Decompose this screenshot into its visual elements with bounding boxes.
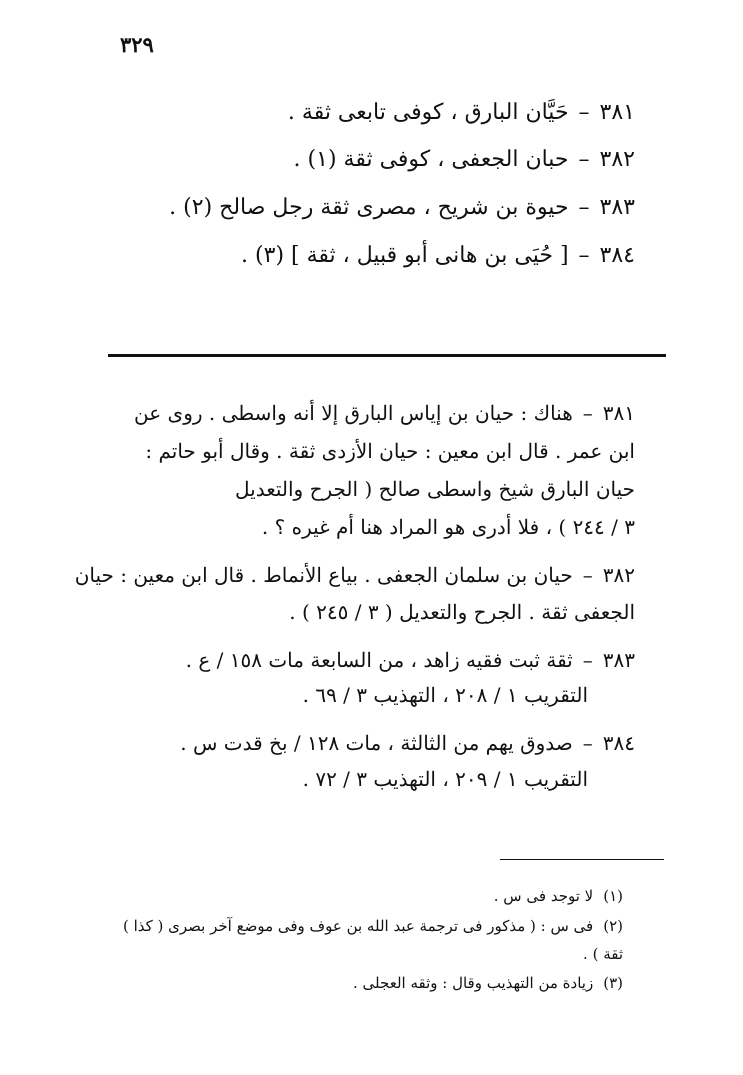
entry-text: [ حُيَى بن هانى أبو قبيل ، ثقة ] (٣) . bbox=[241, 243, 569, 268]
footnote-number: (١) bbox=[603, 887, 623, 905]
note-number: ٣٨٤ bbox=[602, 731, 635, 755]
footnote-3: (٣)زيادة من التهذيب وقال : وثقه العجلى . bbox=[353, 971, 623, 995]
section-divider bbox=[108, 354, 666, 357]
footnote-number: (٣) bbox=[603, 974, 623, 992]
entry-381: ٣٨١–حَيَّان البارق ، كوفى تابعى ثقة . bbox=[288, 98, 635, 128]
note-382-line-2: الجعفى ثقة . الجرح والتعديل ( ٣ / ٢٤٥ ) . bbox=[289, 600, 635, 624]
note-384-line-2: التقريب ١ / ٢٠٩ ، التهذيب ٣ / ٧٢ . bbox=[302, 767, 588, 791]
entry-382: ٣٨٢–حبان الجعفى ، كوفى ثقة (١) . bbox=[294, 145, 635, 175]
footnote-2-line-2: ثقة ) . bbox=[583, 945, 623, 963]
note-number: ٣٨١ bbox=[602, 401, 635, 425]
entry-text: حَيَّان البارق ، كوفى تابعى ثقة . bbox=[287, 100, 569, 125]
entry-383: ٣٨٣–حيوة بن شريح ، مصرى ثقة رجل صالح (٢) . bbox=[169, 193, 635, 223]
entry-text: حيوة بن شريح ، مصرى ثقة رجل صالح (٢) . bbox=[169, 195, 569, 220]
entry-number: ٣٨٣ bbox=[599, 195, 635, 220]
entry-number: ٣٨١ bbox=[599, 100, 635, 125]
footnote-2: (٢)فى س : ( مذكور فى ترجمة عبد الله بن عوف وفى موضع آخر بصرى ( كذا ) bbox=[123, 914, 623, 938]
note-383-line-2: التقريب ١ / ٢٠٨ ، التهذيب ٣ / ٦٩ . bbox=[302, 683, 588, 707]
note-382-line-1: ٣٨٢–حيان بن سلمان الجعفى . بياع الأنماط . قال ابن معين : حيان bbox=[75, 560, 635, 590]
note-number: ٣٨٢ bbox=[602, 563, 635, 587]
entry-384: ٣٨٤–[ حُيَى بن هانى أبو قبيل ، ثقة ] (٣) . bbox=[241, 241, 635, 271]
note-384-line-1: ٣٨٤–صدوق يهم من الثالثة ، مات ١٢٨ / بخ قدت س . bbox=[180, 728, 635, 758]
note-number: ٣٨٣ bbox=[602, 648, 635, 672]
note-381-line-4: ٣ / ٢٤٤ ) ، فلا أدرى هو المراد هنا أم غيره ؟ . bbox=[261, 515, 635, 539]
footnote-divider bbox=[500, 859, 664, 860]
entry-text: حبان الجعفى ، كوفى ثقة (١) . bbox=[293, 147, 569, 172]
note-383-line-1: ٣٨٣–ثقة ثبت فقيه زاهد ، من السابعة مات ١٥٨ / ع . bbox=[186, 645, 635, 675]
page-number: ٣٢٩ bbox=[120, 32, 154, 57]
footnote-number: (٢) bbox=[603, 917, 623, 935]
note-381-line-2: ابن عمر . قال ابن معين : حيان الأزدى ثقة . وقال أبو حاتم : bbox=[145, 439, 635, 463]
note-381-line-3: حيان البارق شيخ واسطى صالح ( الجرح والتعديل bbox=[235, 477, 635, 501]
footnote-1: (١)لا توجد فى س . bbox=[494, 884, 623, 908]
note-381-line-1: ٣٨١–هناك : حيان بن إياس البارق إلا أنه واسطى . روى عن bbox=[134, 398, 635, 428]
entry-number: ٣٨٢ bbox=[599, 147, 635, 172]
entry-number: ٣٨٤ bbox=[599, 243, 635, 268]
